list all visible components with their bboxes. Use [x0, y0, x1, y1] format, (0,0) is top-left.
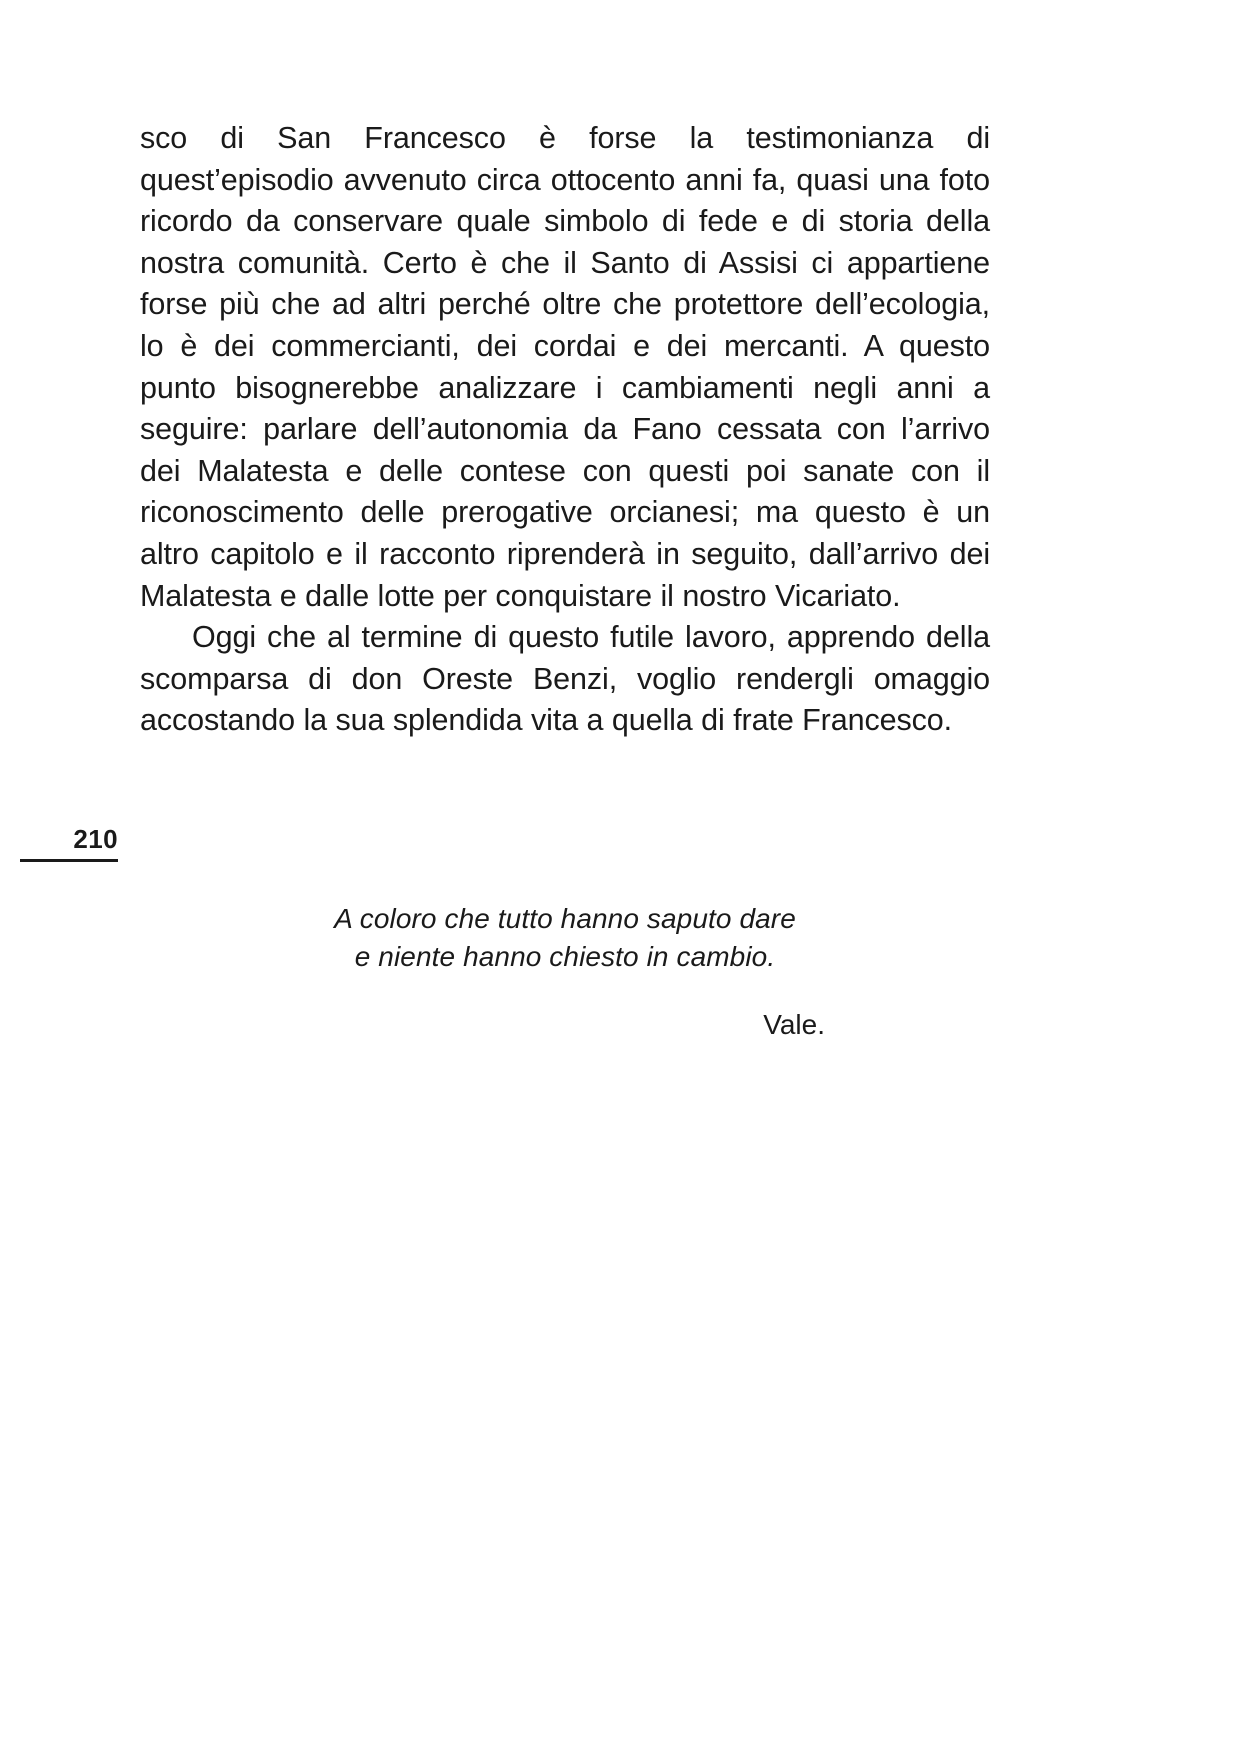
body-paragraph-2: Oggi che al termine di questo futile lavoro, apprendo della scomparsa di don Oreste Benzi, voglio rendergli omaggio accostando la sua splendida vita a quella di frate Francesco.: [140, 620, 990, 738]
body-paragraph-1: sco di San Francesco è forse la testimonianza di quest’episodio avvenuto circa ottocento anni fa, quasi una foto ricordo da conservare quale simbolo di fede e di storia della nostra comunità. Certo è che il Santo di Assisi ci appartiene forse più che ad altri perché oltre che protettore dell’ecologia, lo è dei commercianti, dei cordai e dei mercanti. A questo punto bisognerebbe analizzare i cambiamenti negli anni a seguire: parlare dell’autonomia da Fano cessata con l’arrivo dei Malatesta e delle contese con questi poi sanate con il riconoscimento delle prerogative orcianesi; ma questo è un altro capitolo e il racconto riprenderà in seguito, dall’arrivo dei Malatesta e dalle lotte per conquistare il nostro Vicariato.: [140, 121, 990, 613]
page-number: 210: [73, 824, 118, 854]
body-text-column: [140, 118, 990, 742]
folio-rule: [20, 859, 118, 862]
page-folio: [20, 824, 118, 862]
dedication-line-1: A coloro che tutto hanno saputo dare: [334, 903, 796, 934]
dedication-block: [140, 900, 990, 1044]
dedication-line-2: e niente hanno chiesto in cambio.: [354, 941, 776, 972]
dedication-signature: Vale.: [763, 1009, 825, 1040]
